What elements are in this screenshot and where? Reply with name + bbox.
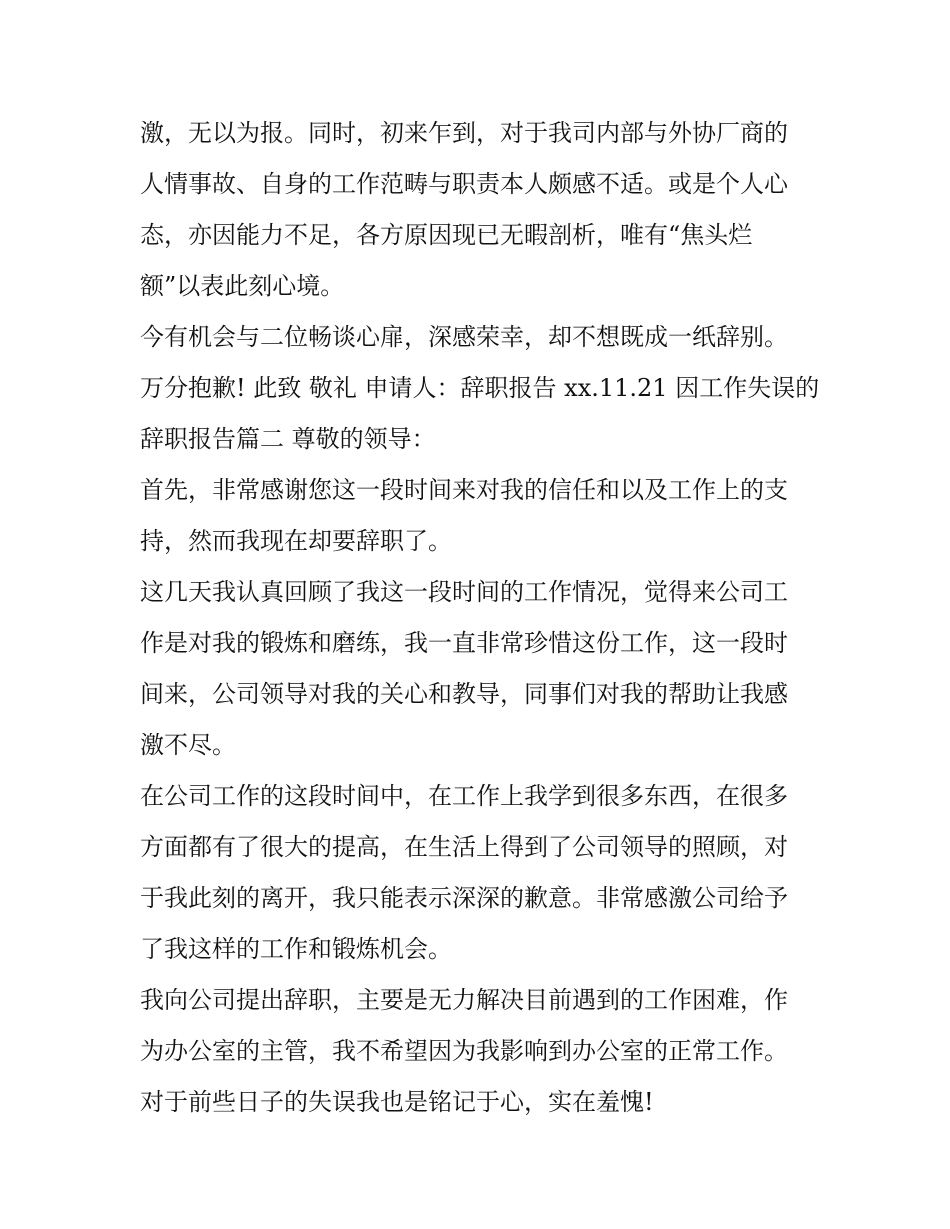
text-line: 首先，非常感谢您这一段时间来对我的信任和以及工作上的支 — [140, 476, 788, 504]
text-line: 持，然而我现在却要辞职了。 — [140, 527, 452, 555]
text-line: 作是对我的锻炼和磨练，我一直非常珍惜这份工作，这一段时 — [140, 629, 788, 657]
text-line: 今有机会与二位畅谈心扉，深感荣幸，却不想既成一纸辞别。 — [140, 323, 788, 351]
text-line: 间来，公司领导对我的关心和教导，同事们对我的帮助让我感 — [140, 680, 788, 708]
text-line: 方面都有了很大的提高，在生活上得到了公司领导的照顾，对 — [140, 833, 788, 861]
text-line: 了我这样的工作和锻炼机会。 — [140, 935, 452, 963]
text-line: 对于前些日子的失误我也是铭记于心，实在羞愧! — [140, 1088, 654, 1116]
text-line: 在公司工作的这段时间中，在工作上我学到很多东西，在很多 — [140, 782, 788, 810]
text-line: 为办公室的主管，我不希望因为我影响到办公室的正常工作。 — [140, 1037, 788, 1065]
text-line: 这几天我认真回顾了我这一段时间的工作情况，觉得来公司工 — [140, 578, 788, 606]
text-line: 额”以表此刻心境。 — [140, 272, 345, 300]
text-line: 人情事故、自身的工作范畴与职责本人颇感不适。或是个人心 — [140, 170, 788, 198]
document-body — [140, 108, 830, 1128]
text-line: 万分抱歉! 此致 敬礼 申请人：辞职报告 xx.11.21 因工作失误的 — [140, 374, 820, 402]
text-line: 态，亦因能力不足，各方原因现已无暇剖析，唯有“焦头烂 — [140, 221, 753, 249]
text-line: 辞职报告篇二 尊敬的领导： — [140, 425, 436, 453]
text-line: 激不尽。 — [140, 731, 236, 759]
text-line: 于我此刻的离开，我只能表示深深的歉意。非常感激公司给予 — [140, 884, 788, 912]
text-line: 激，无以为报。同时，初来乍到，对于我司内部与外协厂商的 — [140, 119, 788, 147]
text-line: 我向公司提出辞职，主要是无力解决目前遇到的工作困难，作 — [140, 986, 788, 1014]
